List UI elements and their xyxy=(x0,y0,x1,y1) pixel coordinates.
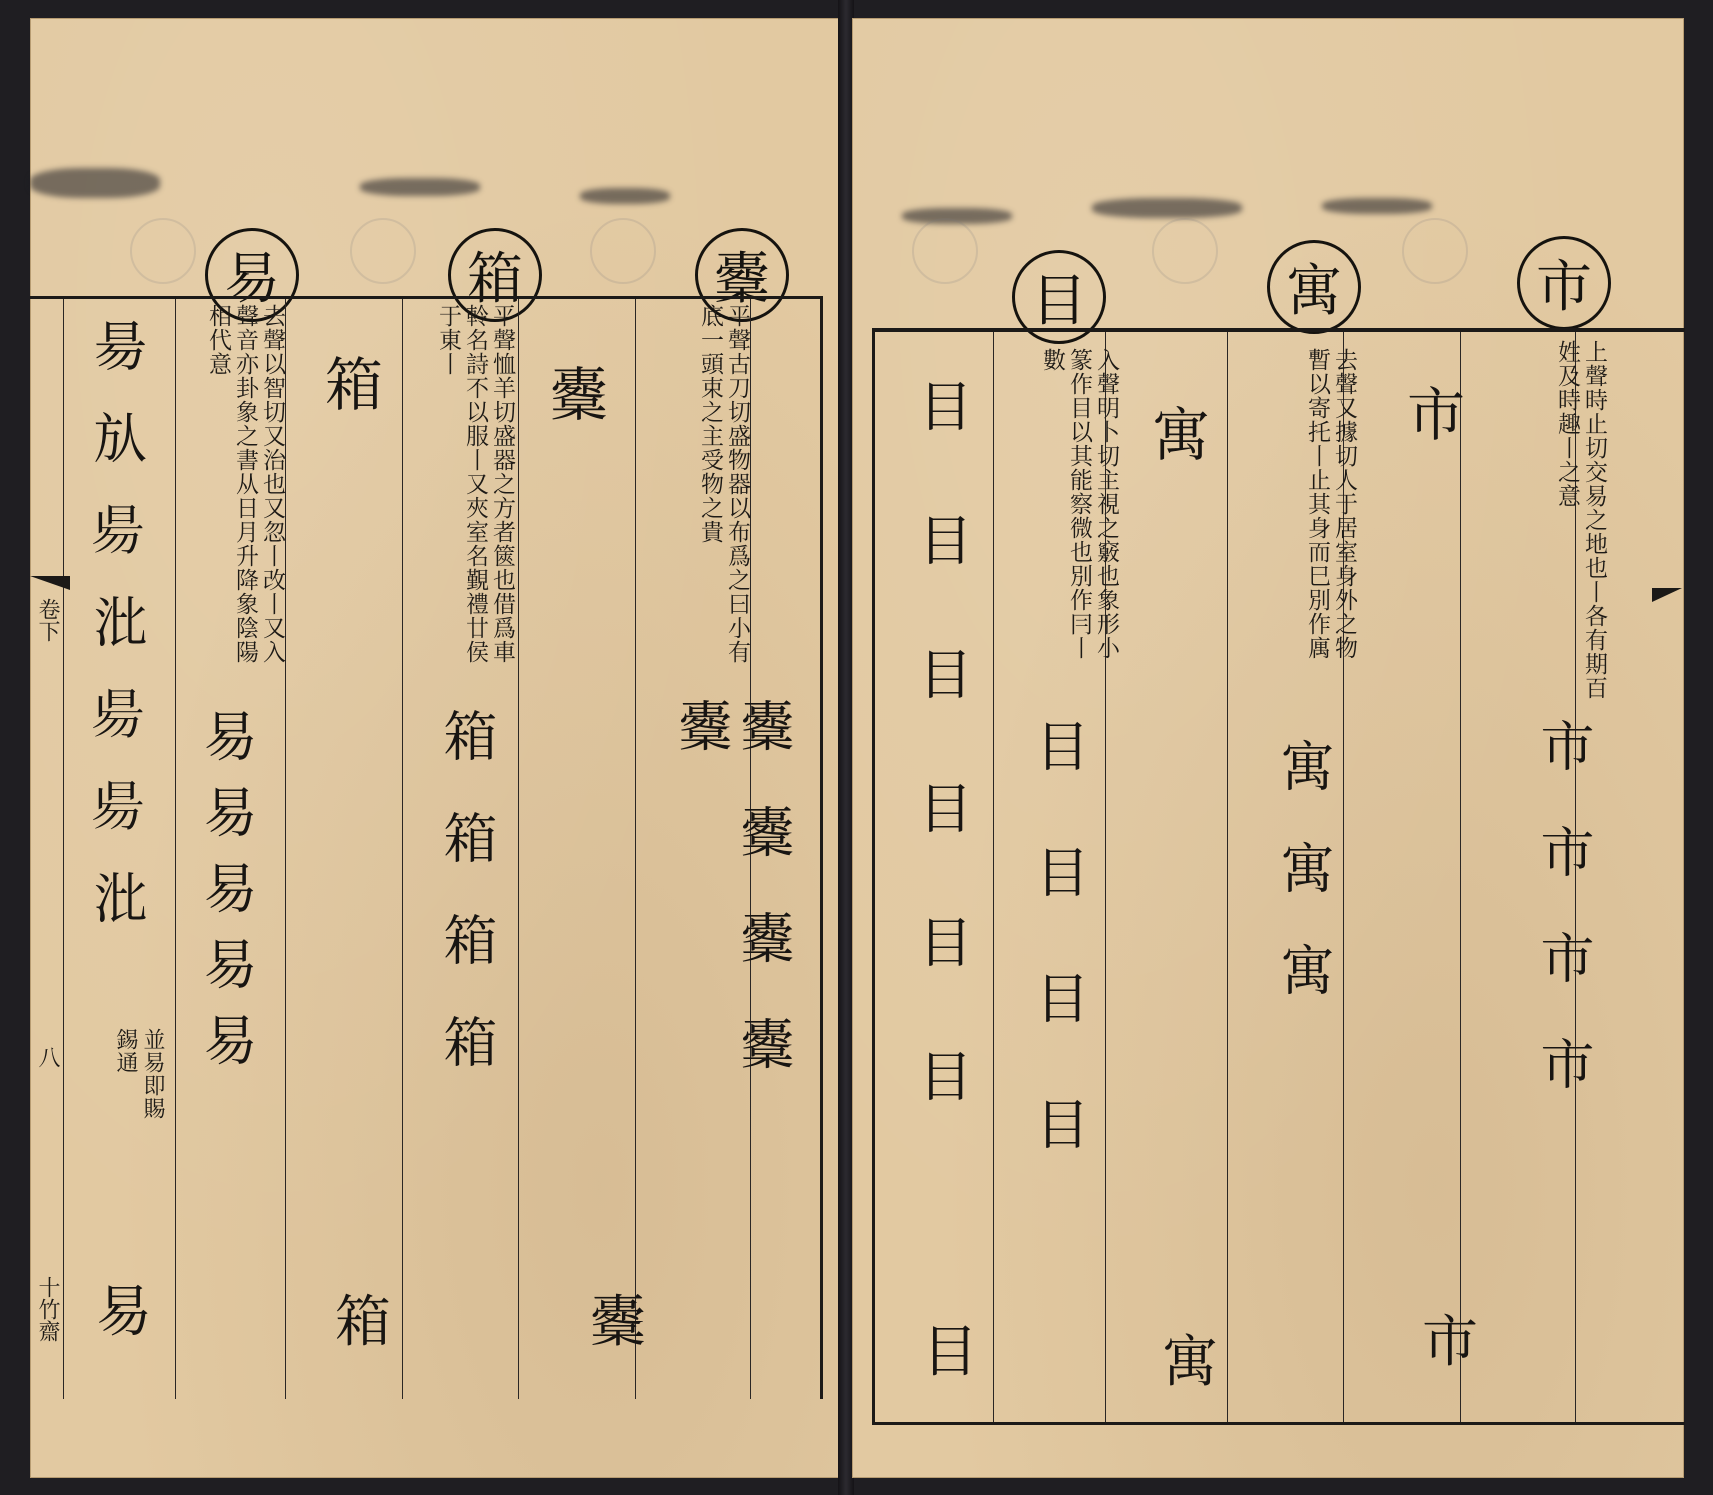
variant-note-yi: 並易即賜錫通 xyxy=(113,1028,165,1120)
headword-circle: 易 xyxy=(205,228,299,322)
column-rule xyxy=(1227,332,1228,1422)
first-form-xiang: 箱 xyxy=(325,351,384,419)
column-rule xyxy=(1460,332,1461,1422)
seal-forms-gao: 櫜櫜櫜櫜櫜 xyxy=(670,698,795,1122)
last-form-gao: 櫜 xyxy=(590,1290,646,1355)
seal-forms-eye: 目目目目目目 xyxy=(910,378,973,1182)
headword-circle: 目 xyxy=(1012,250,1106,344)
bleed-through-circle xyxy=(590,218,656,284)
bleed-through-circle xyxy=(1152,218,1218,284)
column-rule xyxy=(993,332,994,1422)
last-form-xiang: 箱 xyxy=(335,1290,391,1355)
column-rule xyxy=(63,299,64,1399)
entry-note-gao: 平聲古刀切盛物器以布爲之曰小有底一頭束之主受物之貴 xyxy=(697,304,750,664)
ink-smudge xyxy=(360,178,480,196)
first-form-shi: 市 xyxy=(1407,381,1466,449)
volume-label: 卷下 xyxy=(35,598,60,642)
bleed-through-circle xyxy=(1402,218,1468,284)
entry-note-xiang: 平聲恤羊切盛器之方者篋也借爲車軨名詩不以服丨又夾室名覲禮廿侯于東丨 xyxy=(435,304,515,664)
seal-forms-shi: 市市市市 xyxy=(1532,718,1595,1142)
column-rule xyxy=(175,299,176,1399)
seal-forms-mu: 目目目目 xyxy=(1027,718,1090,1222)
entry-note-yi: 去聲以智切又治也又忽丨改丨又入聲音亦卦象之書从日月升降象陰陽相代意 xyxy=(205,304,285,664)
ink-smudge xyxy=(1322,198,1432,214)
first-form-gao: 櫜 xyxy=(550,361,609,429)
bleed-through-circle xyxy=(912,218,978,284)
ink-smudge xyxy=(580,188,670,204)
column-rule xyxy=(285,299,286,1399)
entry-note-shi: 上聲時止切交易之地也丨各有期百姓及時趣丨之意 xyxy=(1554,340,1607,700)
last-form-mu: 目 xyxy=(922,1320,978,1385)
entry-note-yu: 去聲又據切人于居室身外之物暫以寄托丨止其身而巳別作庽 xyxy=(1304,348,1357,660)
variant-forms-yi: 昜㫃𣆄沘𣆄𣆄沘 xyxy=(85,318,148,962)
bleed-through-circle xyxy=(130,218,196,284)
headword-circle: 櫜 xyxy=(695,228,789,322)
first-form-yu: 寓 xyxy=(1152,401,1211,469)
seal-forms-yu: 寓寓寓 xyxy=(1272,738,1335,1044)
fishtail-mark xyxy=(30,576,70,590)
headword-circle: 箱 xyxy=(448,228,542,322)
seal-forms-xiang: 箱箱箱箱 xyxy=(435,708,498,1116)
column-rule xyxy=(402,299,403,1399)
seal-forms-yi: 易易易易易 xyxy=(195,708,258,1088)
entry-note-mu: 入聲明卜切主視之竅也象形小篆作目以其能察微也別作冃丨數 xyxy=(1039,348,1119,660)
bleed-through-circle xyxy=(350,218,416,284)
fishtail-mark xyxy=(1652,588,1682,602)
last-form-shi: 市 xyxy=(1422,1310,1478,1375)
section-label: 八 xyxy=(35,1046,60,1068)
column-rule xyxy=(518,299,519,1399)
left-page xyxy=(30,18,844,1478)
column-rule xyxy=(635,299,636,1399)
page-number: 十竹齋 xyxy=(35,1276,60,1342)
ink-smudge xyxy=(30,168,160,198)
headword-circle: 寓 xyxy=(1267,240,1361,334)
last-form-yu: 寓 xyxy=(1162,1330,1218,1395)
last-form-yi: 易 xyxy=(96,1280,152,1345)
headword-circle: 市 xyxy=(1517,236,1611,330)
ink-smudge xyxy=(1092,198,1242,218)
right-page xyxy=(852,18,1684,1478)
